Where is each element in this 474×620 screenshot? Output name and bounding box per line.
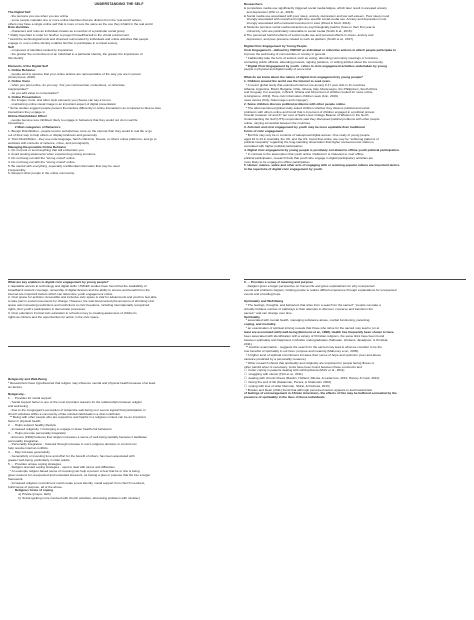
- heading-line: The Digital Self: [8, 10, 31, 14]
- text-line: framework.: [8, 476, 24, 481]
- text-line: 2. Toxic Disinhibition - they use rude language, harsh criticisms, threats, or others online platforms, and go to: [8, 136, 157, 141]
- text-line: 2. Civic space for activism: Accessible and inclusive civic space is vital for adolescents and youth to feel able: [8, 295, 157, 300]
- heading-line: 2. Online Voice: [8, 79, 30, 84]
- text-line: * A higher level of spiritual commitment increase their sense of hope and optimism (over and above: [244, 353, 382, 358]
- text-line: people in physical and digital reality of some kind: [244, 67, 312, 72]
- text-line: online, varying somewhat between the countries.: [244, 121, 311, 126]
- text-line: * An example religion-based sense of meaning can help a person to feel that he or she is being: [8, 469, 140, 474]
- heading-line: 5. Humor, memes, satire and other acts of engaging with or remixing popular culture are important tactics: [244, 163, 400, 168]
- text-line: true benefits of spirituality in our lives: purpose and meaning (Mahoney et al., 2005).: [244, 349, 360, 354]
- heading-line: What do we know about the nature of digital civic engagement by young people?: [244, 75, 363, 80]
- heading-line: forms of civic engagement: [244, 128, 284, 133]
- text-line: 1. ... Provides for social support: [8, 396, 52, 401]
- text-line: - characters and roles an individual creates as a member of a particular social group: [8, 29, 125, 34]
- heading-line: Civic Engagement - defined by UNICEF as individual or collective actions in which people participate to: [244, 48, 396, 53]
- text-line: Albania, Argentina, Brazil, Bulgaria, Chile, Ghana, Italy, Montenegro, the Philippines, South Africa: [244, 86, 378, 91]
- text-line: * traditionally take the form of actions such as voting, attending community meetings or functions,: [244, 55, 379, 60]
- heading-line: 1. Online Behavior: [8, 67, 36, 72]
- text-line: Overall, between 12 and 27 per cent of Saint Louis College Beacon of Wisdom in the North: [244, 113, 369, 118]
- text-line: * Other research shows that spirituality and religiosity are important for people facing illness or: [244, 360, 375, 365]
- heading-line: 3. Online Presentation: [8, 94, 41, 99]
- text-line: other painful when is necessary. Links have been found between these constructs and: [244, 364, 362, 369]
- text-line: and well-being.: [8, 403, 29, 408]
- text-line: 1. Benign Disinhibition - people tend to self-disclose more on the internet than they would in real life or go: [8, 129, 152, 134]
- heading-line: least are associated with) well-being (Emmons et al., 1998). Health has frequently been shown to have: [244, 329, 394, 334]
- text-line: news stories (Kitty, Notermegen and Linguger).: [244, 98, 309, 103]
- text-line: sacred." and can change over time.: [244, 310, 293, 315]
- text-line: out of their way to help others or display kindness and generosity.: [8, 133, 98, 137]
- text-line: * In contrast to the assumption that youth online 'clicktivism' is irrelevant to 'real' offline: [244, 151, 364, 156]
- heading-line: 6. ... Provides a sense of meaning and purpose: [244, 280, 313, 284]
- text-line: strongly associated with emotional investment in sites (Wood & Scott, 2016).: [244, 21, 352, 26]
- text-line: - the persona you use when you are online: [8, 13, 69, 18]
- text-line: interactions they engage in.: [8, 109, 46, 114]
- text-line: to take part in social movements for change. However, the well documented phenomenon of shrinking civic: [8, 299, 155, 304]
- text-line: - Religion gives a larger perspective on human life and gives explanations for why unexpected: [244, 283, 375, 288]
- text-line: between spirituality and happiness in Muslim undergraduates (Sahraian, Gholami, Javadpour, & Omidvar,: [244, 337, 389, 342]
- text-line: 4. ... May increase generativity: [8, 450, 50, 455]
- text-line: - composed of identities ranked by importance: [8, 48, 74, 53]
- text-line: depression, and peer-pressure related to such as platform (Smith et al., 2017).: [244, 36, 354, 41]
- text-line: 1. Equitable access to technology and digital skills: UNICEF studies have found that the availability of: [8, 283, 147, 288]
- left-column-top: [8, 11, 230, 176]
- heading-line: Online Disinhibition Effect: [8, 113, 47, 118]
- heading-line: coping, and mortality.: [244, 322, 276, 327]
- text-line: aged 16 to 24 in Australia, the UK, and the US, found that online use may be "softening patterns of: [244, 136, 379, 141]
- text-line: ** Another examination - suggests the search for the sacred may lead to what we consider to be the: [244, 345, 382, 350]
- text-line: - people become less inhibited, likely to engage in behaviors that they would not do in real life: [8, 117, 138, 122]
- text-line: 2. ... Helps support healthy lifestyle: [8, 423, 56, 428]
- text-line: 4. Do not hang out with the "wrong crowd" online.: [8, 159, 76, 164]
- divider: [8, 346, 230, 347]
- text-line: ● Social media use associated with poor sleep, anxiety, depression and low self-esteem. Poor sleep mood: [244, 13, 390, 18]
- text-line: 2. Avoid posting statements when experiencing strong emotions.: [8, 152, 97, 157]
- text-line: events and providing hope.: [244, 291, 282, 296]
- text-line: - maintaining online visual image is an important aspect of digital presentation: [8, 102, 117, 107]
- text-line: personality integration.: [8, 438, 40, 443]
- text-line: others may have a single online self that is more or less the same as the one they inhabit in the real world: [8, 21, 153, 26]
- heading-line: in the repertoire of digital civic engagement by youth.: [244, 167, 323, 172]
- text-line: * Bowlen and Dean (2011) found that although perceived racism appears to lead toward lack: [244, 387, 373, 392]
- text-line: websites with contents of violence, crime, and pornography: [8, 140, 89, 145]
- heading-line: 2. Some children discuss political problems with other people online.: [244, 101, 346, 106]
- text-line: political participation, research finds that youth who engage in digital participatory activities are: [244, 155, 374, 160]
- left-column-bottom: [8, 378, 230, 501]
- text-line: * Some studies suggest people present themselves differently in online interactions as compared to face-to-face: [8, 106, 161, 111]
- text-line: greater well-being, particularly in older adults.: [8, 457, 71, 462]
- right-column-bottom: [244, 281, 466, 400]
- page-title: UNDERSTANDING THE SELF: [94, 2, 144, 6]
- text-line: church activities within a community of like-minded individuals is a vital contributor.: [8, 411, 121, 416]
- text-line: irresponsibly.: [8, 167, 26, 172]
- heading-line: presence of spirituality in the lives of these individuals.: [244, 395, 326, 400]
- left-column-middle: [8, 281, 230, 319]
- text-line: engage in, one's online identity enables him/her to participate in a virtual society.: [8, 40, 118, 45]
- text-line: variance predicted by a personality measure): [244, 356, 306, 361]
- heading-line: Religious forms of coping: [8, 488, 54, 493]
- heading-line: 3. Activism and civic engagement by youth may be more equitable than traditional: [244, 125, 365, 129]
- text-line: strongly associated with overall and night-time specific social media use. Anxiety and depression most: [244, 17, 387, 22]
- heading-line: Religiosity and Well-Being: [8, 377, 47, 381]
- text-line: ☐ dealing with chronic illness (Ravdin, Holland, Dilenia, & Laderman, 2012; Harvey & Cook, 2010): [244, 376, 380, 381]
- text-line: - people tend to assume that your online actions are representative of the way you are in person: [8, 71, 142, 76]
- text-line: and depression (Dhir et. al., 2018).: [244, 9, 295, 14]
- text-line: - Social support factor is one of the most important reasons for the relationships between religion: [8, 400, 142, 405]
- heading-line: Managing Responsible Online Behavior: [8, 144, 67, 149]
- text-line: - Emmons (1990) believes that religion increases a sense of well-being partially because it facilitates: [8, 434, 147, 439]
- text-line: problems with others online and found that 1-4 percent of children engaged in a political protest.: [244, 109, 376, 114]
- heading-line: Spirituality and Well-Being: [244, 299, 284, 304]
- heading-line: * Digital Civic Engagement by youth - refers to civic engagement activities undertaken by young: [244, 63, 387, 68]
- text-line: - Due to the congregant's perception of subjective well-being so it seems logical that participation in: [8, 407, 146, 412]
- text-line: correlated with higher political participation.: [244, 144, 304, 149]
- text-line: - Increased religious commitment could create a new identity, social support from church members,: [8, 480, 146, 485]
- right-column-top: [244, 3, 466, 172]
- text-line: build sense of purpose, all of the above.: [8, 484, 63, 489]
- text-line: broadband network coverage, ownership of digital devices and the ability to access and benefit from the: [8, 287, 150, 292]
- text-line: * Avoid the technological tools and channels surrounded by individuals and online activities that people: [8, 36, 149, 41]
- heading-line: 4. Digital civic engagement by young people is positively correlated to offline youth political participation.: [244, 148, 400, 153]
- text-line: improve the well-being of communities or society in general: [244, 51, 326, 56]
- text-line: ☐ better coping in patients dealing with schizophrenia (Mohr et al., 2011): [244, 368, 345, 373]
- text-line: internet are important factors which can determine youth engagement online.: [8, 291, 114, 296]
- text-line: 1. Do not post or send anything that will embarrass you.: [8, 148, 85, 153]
- text-line: - some people maintain one or more online identities that are distinct from the 'real world' selves;: [8, 17, 142, 22]
- text-line: - when you post online, do you say: 'Are you controversial, contentious, or otherwise: [8, 83, 125, 88]
- text-line: (Livingstone, 2019). Here civic information children seek (Ann, 2019).: [244, 94, 339, 99]
- text-line: space was increasing restrictions and restrictions to civic freedoms, including internationally recognized: [8, 303, 150, 308]
- text-line: this identity: [8, 56, 24, 61]
- text-line: factor in physical health.: [8, 419, 42, 424]
- text-line: - do you add value to conversation?: [8, 90, 59, 95]
- text-line: rights as citizens and the opportunities for action in the civic space.: [8, 314, 100, 319]
- text-line: help resolve internal conflicts.: [8, 446, 49, 451]
- heading-line: Religiosity...: [8, 392, 26, 397]
- text-line: * But this may only be in contexts of widespread digital access. One study of young people: [244, 132, 370, 137]
- heading-line: What are key enablers to digital civic engagement by young people?: [8, 280, 109, 284]
- text-line: 3. Civic education: Formal civic education in schools is key to creating awareness of children's: [8, 310, 137, 315]
- text-line: ☐ facing the end of life (Daaleman, Perera, & Studenski, 2004): [244, 379, 332, 384]
- text-line: - Religion-oriented coping strategies - used to deal with stress and difficulties.: [8, 465, 116, 470]
- text-line: b) Social (getting more involved with church activities, discussing problems with minister): [8, 496, 140, 501]
- heading-line: 2 Main categories of Behaviors: [8, 125, 61, 130]
- text-line: six factors.: [8, 384, 23, 389]
- heading-line: Researchers: [244, 2, 263, 6]
- text-line: more likely to be engaged in offline participation.: [244, 159, 311, 164]
- text-line: - Increased religiosity = belonging to engage in fewer health-risk behaviors.: [8, 426, 113, 431]
- text-line: 3. Do not hang out with the "wrong crowd" online.: [8, 156, 76, 161]
- heading-line: of feelings of encouragement in African Americans, the effects of this may be buffered somewhat by the: [244, 391, 397, 396]
- text-line: Understanding the Self (UTS) respondents said they discussed political problems with other people: [244, 117, 380, 122]
- text-line: ● compulsive media use significantly triggered social media fatigue, which later result in elevated anxiety: [244, 5, 387, 10]
- text-line: - the greater the commitment of an individual to a particular identity, the greater the importance of: [8, 52, 143, 57]
- heading-line: Spirituality: [244, 314, 260, 319]
- text-line: been associated with identification with a variety of Christian religions, the same links have been found: [244, 333, 385, 338]
- text-line: given reasons for unexpected and unwanted stressors, as having a plan or purpose that fits into a larger: [8, 473, 151, 478]
- text-line: * an examination of spiritual striving reveals that those who strive for the sacred may lead to (or at: [244, 326, 380, 331]
- heading-line: Self: [8, 44, 14, 49]
- heading-line: Role identities: [8, 25, 30, 30]
- text-line: University, who are particularly vulnerable to social media (Smith & al., 2015).: [244, 28, 353, 33]
- heading-line: Elements of the Digital Self: [8, 63, 48, 68]
- text-line: 5. Be careful with everything, especially confidential information that may be used: [8, 163, 120, 168]
- text-line: a) Private (prayer, faith): [8, 492, 51, 497]
- text-line: virtually limitless number of pathways in their attempts to discover, conserve and transform the: [244, 306, 373, 311]
- text-line: * associated with mental health, managing substance abuse, marital functioning, parenting,: [244, 318, 371, 323]
- text-line: 3. ... Helps promote personality integration: [8, 430, 67, 435]
- text-line: * A recent global study that examined internet use among 9-17 year olds in 11 countries: [244, 82, 366, 87]
- text-line: * Vitally important in order for him/her to project himself/herself to the virtual environment.: [8, 33, 130, 38]
- text-line: ● The perceived harmful effects of social media use and personal effects in stress, anxiety and: [244, 32, 374, 37]
- text-line: 2011).: [244, 341, 253, 346]
- text-line: ☐ struggling with cancer (Holt et al., 2011): [244, 372, 303, 377]
- text-line: and Uruguay. For example, in Brazil, Ghana and 60 percent of children looked for news online.: [244, 90, 374, 95]
- heading-line: Digital Civic Engagement by Young People: [244, 44, 307, 49]
- text-line: events and problems happen, helping people to realize difficult experience through explanations for unexpected: [244, 287, 397, 292]
- text-line: - Generativity or investing time and effort for the benefit of others, has been associated with: [8, 453, 135, 458]
- text-line: - the images, fonts, and other style elements you choose can say a lot too: [8, 98, 111, 103]
- text-line: * The aforementioned global study asked children whether they discuss political and social: [244, 105, 370, 110]
- text-line: political inequality" regarding the long-standing observation that higher socioeconomic status is: [244, 140, 374, 145]
- text-line: interactions: [8, 121, 24, 126]
- text-line: 6. Respect other people in the online community.: [8, 171, 75, 176]
- text-line: 5. ... Provides unique coping strategies: [8, 461, 62, 466]
- text-line: * The feelings, thoughts, and behaviors that arise from a search for the sacred"; "people can take a: [244, 303, 381, 308]
- text-line: contacting public officials, attending protests, signing petitions, or writing articles about the community.: [244, 59, 384, 64]
- heading-line: 1. Children around the world use the internet to seek news.: [244, 78, 331, 83]
- text-line: - Personality integration - fostered through increase in one's religious decision-or commit can: [8, 442, 137, 447]
- text-line: ** Being with other people who are supportive and helpful in a religious context can be an important: [8, 415, 146, 420]
- text-line: inappropriate?': [8, 86, 29, 91]
- text-line: ☐ coping with loss of older liberman, Shirai, & Pedrosa, 2013): [244, 383, 330, 388]
- text-line: * Researchers have hypothesized that religion may influence mental and physical health because of at least: [8, 380, 156, 385]
- text-line: (Anonymous, 2018).: [8, 75, 36, 80]
- text-line: rights, limit youth's participation in democratic processes.: [8, 306, 86, 311]
- text-line: ● Students perceive social media ostracism as psychologically painful, those in their first year at: [244, 25, 376, 30]
